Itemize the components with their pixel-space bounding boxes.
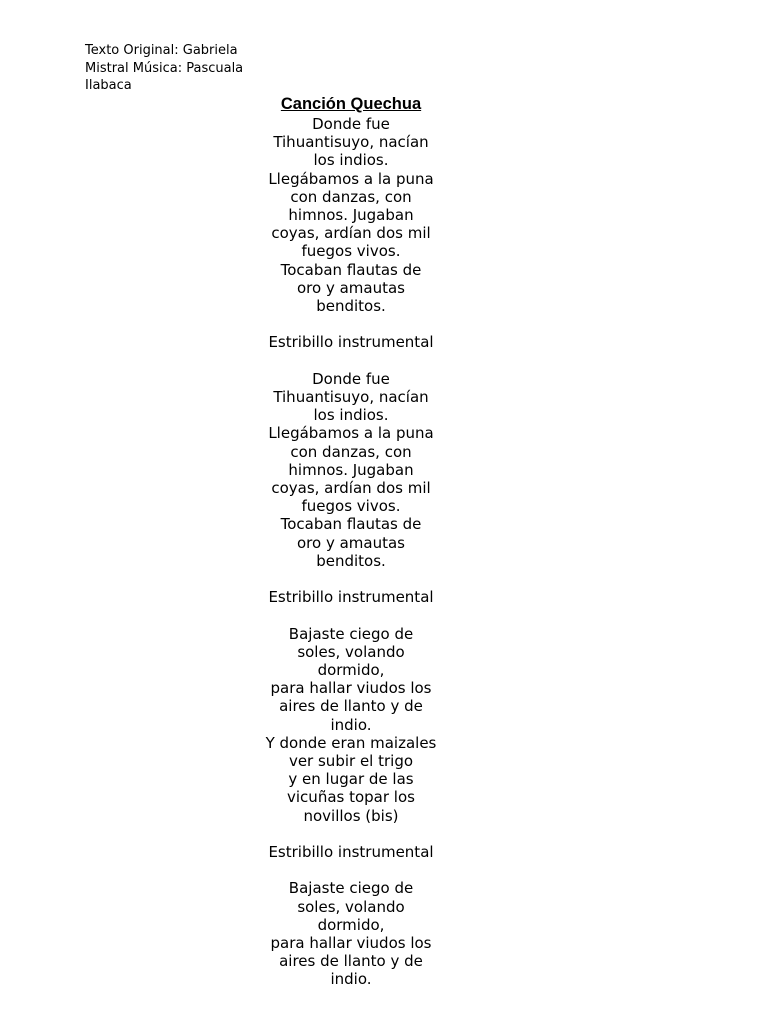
verse-line: aires de llanto y de	[279, 697, 423, 716]
credits-block	[85, 42, 265, 95]
stanza-gap	[251, 352, 451, 370]
verse-line: soles, volando	[297, 642, 405, 661]
credits-line: Texto Original: Gabriela	[85, 43, 238, 58]
verse-line: Bajaste ciego de	[288, 879, 414, 898]
verse-line: dormido,	[317, 661, 385, 680]
stanza-gap	[251, 825, 451, 843]
refrain-1: Estribillo instrumental	[268, 333, 434, 352]
verse-line: Bajaste ciego de	[288, 624, 414, 643]
stanza-gap	[251, 861, 451, 879]
credits-line: Ilabaca	[85, 78, 132, 93]
stanza-gap	[251, 315, 451, 333]
stanza-3	[251, 625, 451, 825]
verse-line: Donde fue	[312, 369, 390, 388]
verse-line: Llegábamos a la puna	[268, 169, 434, 188]
verse-line: aires de llanto y de	[279, 952, 423, 971]
verse-line: con danzas, con	[290, 442, 412, 461]
verse-line: soles, volando	[297, 897, 405, 916]
refrain-2: Estribillo instrumental	[268, 588, 434, 607]
verse-line: himnos. Jugaban	[288, 460, 414, 479]
stanza-4	[251, 879, 451, 988]
verse-line: Y donde eran maizales	[265, 733, 437, 752]
verse-line: y en lugar de las	[288, 770, 414, 789]
verse-line: fuegos vivos.	[301, 497, 401, 516]
verse-line: benditos.	[316, 297, 386, 316]
stanza-gap	[251, 606, 451, 624]
verse-line: Tihuantisuyo, nacían	[273, 388, 429, 407]
verse-line: vicuñas topar los	[287, 788, 415, 807]
stanza-1	[251, 115, 451, 315]
verse-line: fuegos vivos.	[301, 242, 401, 261]
refrain-3: Estribillo instrumental	[268, 843, 434, 862]
verse-line: Tocaban flautas de	[280, 515, 422, 534]
verse-line: para hallar viudos los	[270, 679, 432, 698]
song-title: Canción Quechua	[280, 95, 422, 113]
verse-line: con danzas, con	[290, 187, 412, 206]
verse-line: himnos. Jugaban	[288, 206, 414, 225]
verse-line: Donde fue	[312, 115, 390, 133]
verse-line: Tocaban flautas de	[280, 260, 422, 279]
verse-line: para hallar viudos los	[270, 934, 432, 953]
song-body	[251, 93, 451, 989]
verse-line: oro y amautas	[297, 278, 405, 297]
stanza-2	[251, 370, 451, 570]
verse-line: los indios.	[313, 151, 389, 170]
verse-line: novillos (bis)	[303, 806, 399, 825]
verse-line: dormido,	[317, 915, 385, 934]
verse-line: benditos.	[316, 551, 386, 570]
verse-line: indio.	[330, 970, 372, 989]
verse-line: los indios.	[313, 406, 389, 425]
verse-line: Tihuantisuyo, nacían	[273, 133, 429, 152]
credits-line: Mistral Música: Pascuala	[85, 60, 244, 76]
verse-line: Llegábamos a la puna	[268, 424, 434, 443]
verse-line: oro y amautas	[297, 533, 405, 552]
stanza-gap	[251, 570, 451, 588]
verse-line: coyas, ardían dos mil	[271, 224, 431, 243]
verse-line: coyas, ardían dos mil	[271, 479, 431, 498]
verse-line: indio.	[330, 715, 372, 734]
verse-line: ver subir el trigo	[288, 752, 414, 771]
